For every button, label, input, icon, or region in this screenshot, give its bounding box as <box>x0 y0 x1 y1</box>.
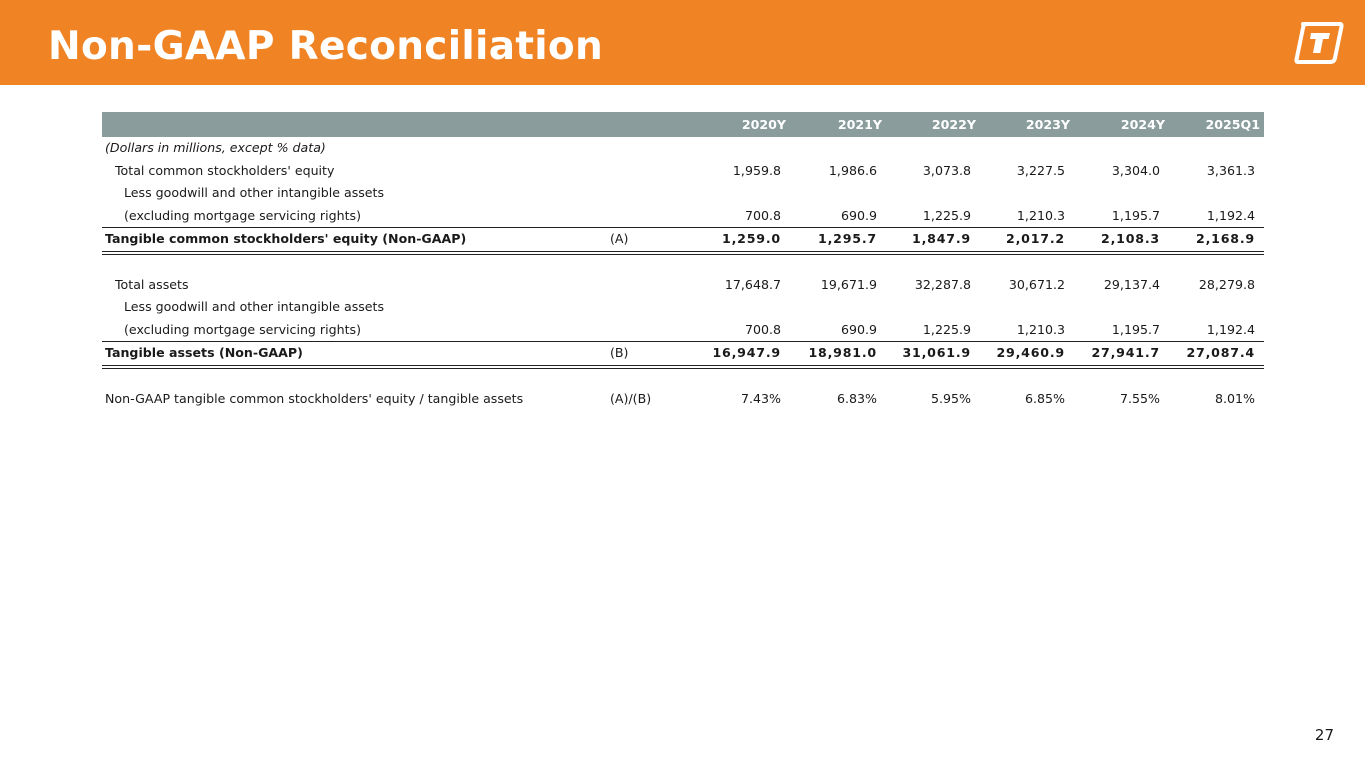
cell: 1,210.3 <box>1016 207 1065 223</box>
cell: 19,671.9 <box>820 276 877 292</box>
cell: 1,195.7 <box>1111 207 1160 223</box>
cell: 16,947.9 <box>712 345 781 361</box>
cell: 700.8 <box>744 321 781 337</box>
row-label: Tangible common stockholders' equity (Non-GAAP) <box>105 231 467 247</box>
table-header-row <box>102 112 1264 137</box>
col-header: 2023Y <box>1025 117 1070 132</box>
cell: 3,361.3 <box>1206 162 1255 178</box>
cell: 31,061.9 <box>902 345 971 361</box>
spacer-row <box>102 251 1264 274</box>
table-row <box>102 205 1264 228</box>
company-logo-icon <box>1294 20 1344 66</box>
row-label: Less goodwill and other intangible assets <box>124 185 385 201</box>
cell: 29,460.9 <box>996 345 1065 361</box>
table-row <box>102 388 1264 411</box>
page-title: Non-GAAP Reconciliation <box>48 24 604 69</box>
col-header: 2025Q1 <box>1205 117 1260 132</box>
cell: 1,259.0 <box>722 231 781 247</box>
cell: 1,210.3 <box>1016 321 1065 337</box>
row-label: Total assets <box>115 276 189 292</box>
page-number: 27 <box>1314 726 1334 744</box>
cell: 1,195.7 <box>1111 321 1160 337</box>
cell: 17,648.7 <box>724 276 781 292</box>
cell: 27,087.4 <box>1186 345 1255 361</box>
cell: 30,671.2 <box>1008 276 1065 292</box>
table-row-total <box>102 227 1264 251</box>
cell: 2,017.2 <box>1006 231 1065 247</box>
table-row-total <box>102 341 1264 365</box>
cell: 7.55% <box>1119 390 1160 406</box>
cell: 2,168.9 <box>1196 231 1255 247</box>
table-row <box>102 319 1264 342</box>
row-label: (excluding mortgage servicing rights) <box>124 207 361 223</box>
col-header: 2022Y <box>931 117 976 132</box>
col-header: 2024Y <box>1120 117 1165 132</box>
row-label: Less goodwill and other intangible assets <box>124 299 385 315</box>
cell: 3,073.8 <box>922 162 971 178</box>
cell: 1,225.9 <box>922 207 971 223</box>
row-ref: (A) <box>610 231 629 247</box>
cell: 690.9 <box>840 207 877 223</box>
cell: 32,287.8 <box>914 276 971 292</box>
col-header: 2020Y <box>741 117 786 132</box>
table-row <box>102 182 1264 205</box>
cell: 3,227.5 <box>1016 162 1065 178</box>
cell: 3,304.0 <box>1111 162 1160 178</box>
row-label: Total common stockholders' equity <box>115 162 335 178</box>
cell: 1,225.9 <box>922 321 971 337</box>
row-label: (excluding mortgage servicing rights) <box>124 321 361 337</box>
cell: 2,108.3 <box>1101 231 1160 247</box>
spacer-row <box>102 365 1264 388</box>
cell: 1,959.8 <box>732 162 781 178</box>
row-ref: (A)/(B) <box>610 390 652 406</box>
cell: 28,279.8 <box>1198 276 1255 292</box>
cell: 29,137.4 <box>1103 276 1160 292</box>
header-bar <box>0 0 1365 85</box>
cell: 1,192.4 <box>1206 321 1255 337</box>
row-label: Tangible assets (Non-GAAP) <box>105 345 303 361</box>
row-label: Non-GAAP tangible common stockholders' equity / tangible assets <box>105 390 524 406</box>
cell: 1,847.9 <box>912 231 971 247</box>
cell: 27,941.7 <box>1091 345 1160 361</box>
row-ref: (B) <box>610 345 629 361</box>
table-note-row <box>102 137 1264 160</box>
cell: 1,192.4 <box>1206 207 1255 223</box>
col-header: 2021Y <box>837 117 882 132</box>
cell: 1,295.7 <box>818 231 877 247</box>
cell: 18,981.0 <box>808 345 877 361</box>
table-row <box>102 296 1264 319</box>
table-row <box>102 160 1264 183</box>
cell: 6.83% <box>836 390 877 406</box>
units-note: (Dollars in millions, except % data) <box>105 140 326 155</box>
cell: 8.01% <box>1214 390 1255 406</box>
cell: 1,986.6 <box>828 162 877 178</box>
cell: 6.85% <box>1024 390 1065 406</box>
cell: 690.9 <box>840 321 877 337</box>
cell: 5.95% <box>930 390 971 406</box>
reconciliation-table <box>102 112 1264 410</box>
table-row <box>102 274 1264 297</box>
cell: 7.43% <box>740 390 781 406</box>
cell: 700.8 <box>744 207 781 223</box>
